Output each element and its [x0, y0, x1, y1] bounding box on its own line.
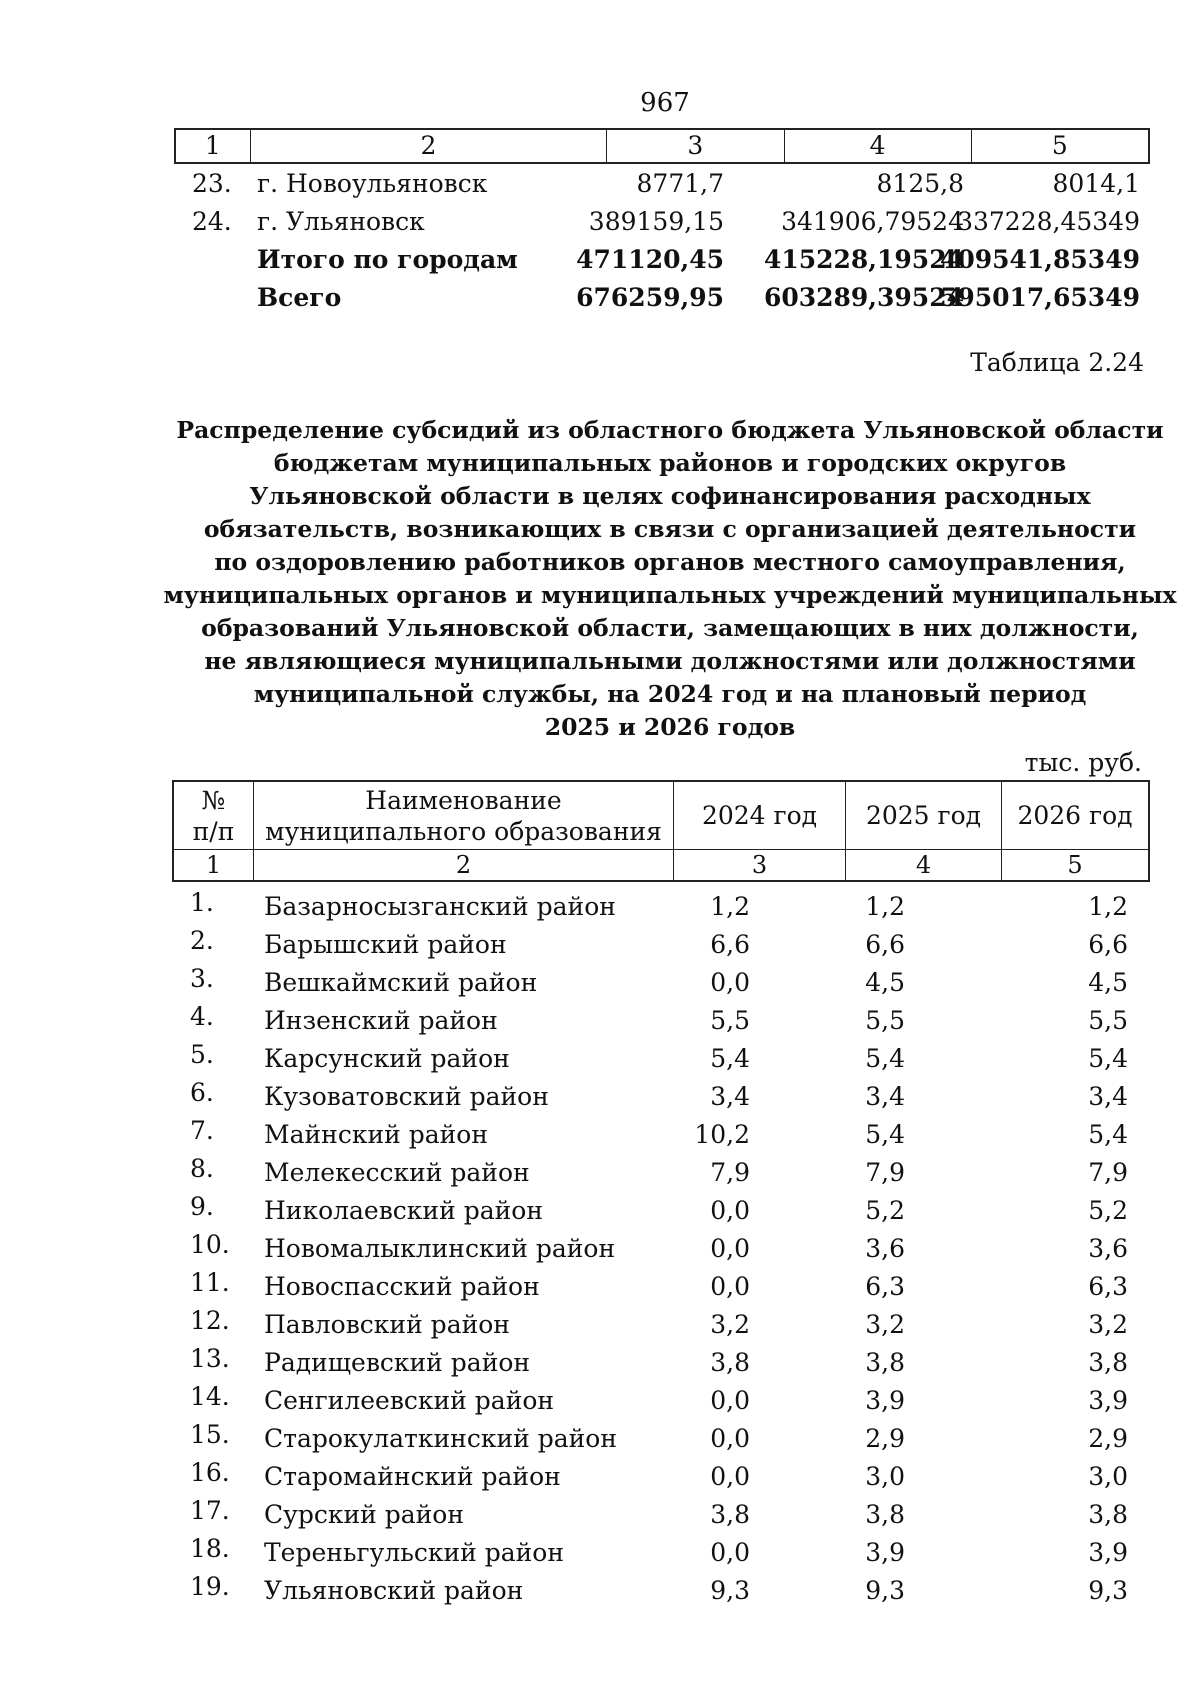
row-number: 17.: [190, 1496, 230, 1525]
table-row: [172, 1230, 1150, 1268]
value-2024: 0,0: [710, 968, 750, 997]
main-table-body: [172, 888, 1150, 1610]
value-col-3: 676259,95: [576, 283, 724, 312]
value-2026: 3,4: [1088, 1082, 1128, 1111]
table-row: [174, 166, 1150, 202]
table-row: [172, 1572, 1150, 1610]
table-row: [172, 1116, 1150, 1154]
row-number: 11.: [190, 1268, 230, 1297]
value-2026: 3,9: [1088, 1386, 1128, 1415]
value-2025: 5,4: [865, 1044, 905, 1073]
value-2024: 0,0: [710, 1462, 750, 1491]
value-2024: 3,2: [710, 1310, 750, 1339]
title-line: по оздоровлению работников органов местного самоуправления,: [214, 548, 1126, 576]
table-row: [172, 1496, 1150, 1534]
page-number: 967: [640, 88, 690, 118]
value-2026: 3,6: [1088, 1234, 1128, 1263]
title-line: муниципальной службы, на 2024 год и на плановый период: [253, 680, 1087, 708]
continuation-table-header: [174, 128, 1150, 164]
value-2024: 1,2: [710, 892, 750, 921]
table-row: [172, 1458, 1150, 1496]
row-number: 4.: [190, 1002, 214, 1031]
value-col-4: 415228,19524: [763, 245, 964, 274]
municipality-name: Инзенский район: [264, 1006, 498, 1035]
value-2024: 5,5: [710, 1006, 750, 1035]
value-2025: 3,2: [865, 1310, 905, 1339]
row-number: 14.: [190, 1382, 230, 1411]
table-row: [172, 964, 1150, 1002]
col-number-4: 4: [846, 850, 1002, 880]
title-line: образований Ульяновской области, замещающих в них должности,: [201, 614, 1139, 642]
value-col-5: 337228,45349: [957, 207, 1140, 236]
value-2024: 0,0: [710, 1386, 750, 1415]
col-number-5: 5: [1067, 851, 1083, 879]
col-number-2: 2: [254, 850, 674, 880]
table-row: [172, 1192, 1150, 1230]
value-2025: 3,9: [865, 1538, 905, 1567]
row-number: 15.: [190, 1420, 230, 1449]
value-2025: 3,8: [865, 1348, 905, 1377]
col-number-5: 5: [1051, 131, 1068, 160]
table-row: [172, 1078, 1150, 1116]
value-col-3: 8771,7: [636, 169, 724, 198]
value-2026: 3,0: [1088, 1462, 1128, 1491]
value-2025: 5,2: [865, 1196, 905, 1225]
value-2025: 6,6: [865, 930, 905, 959]
table-row: [172, 1420, 1150, 1458]
title-line: Распределение субсидий из областного бюджета Ульяновской области: [176, 416, 1164, 444]
value-col-5: 409541,85349: [939, 245, 1140, 274]
title-line: Ульяновской области в целях софинансирования расходных: [249, 482, 1091, 510]
value-col-5: 595017,65349: [939, 283, 1140, 312]
table-row: [172, 1306, 1150, 1344]
value-col-4: 603289,39524: [763, 283, 964, 312]
value-2026: 3,8: [1088, 1348, 1128, 1377]
main-table-header: [172, 780, 1150, 882]
table-row: [172, 1382, 1150, 1420]
col-number-2: 2: [251, 130, 608, 162]
row-number: 12.: [190, 1306, 230, 1335]
row-number: 9.: [190, 1192, 214, 1221]
value-2025: 3,0: [865, 1462, 905, 1491]
title-line: обязательств, возникающих в связи с организацией деятельности: [203, 515, 1137, 543]
municipality-name: Сенгилеевский район: [264, 1386, 555, 1415]
value-2026: 5,4: [1088, 1120, 1128, 1149]
table-row: [172, 1344, 1150, 1382]
row-number: 10.: [190, 1230, 230, 1259]
municipality-name: Тереньгульский район: [264, 1538, 565, 1567]
municipality-name: Барышский район: [264, 930, 507, 959]
municipality-name: Мелекесский район: [264, 1158, 530, 1187]
value-2024: 0,0: [710, 1538, 750, 1567]
value-2024: 7,9: [710, 1158, 750, 1187]
value-2025: 2,9: [865, 1424, 905, 1453]
row-number: 18.: [190, 1534, 230, 1563]
col-number-1: 1: [176, 130, 251, 162]
header-year-2024: 2024 год: [674, 782, 846, 849]
value-2026: 3,8: [1088, 1500, 1128, 1529]
value-2026: 1,2: [1088, 892, 1128, 921]
municipality-name: Новоспасский район: [264, 1272, 540, 1301]
header-year-2026: 2026 год: [1017, 801, 1133, 830]
table-row: [172, 1040, 1150, 1078]
row-number: 16.: [190, 1458, 230, 1487]
value-2025: 3,6: [865, 1234, 905, 1263]
value-2025: 3,4: [865, 1082, 905, 1111]
table-row: [172, 888, 1150, 926]
row-number: 13.: [190, 1344, 230, 1373]
value-2024: 3,8: [710, 1348, 750, 1377]
value-2026: 6,6: [1088, 930, 1128, 959]
municipality-name: Николаевский район: [264, 1196, 543, 1225]
header-year-2025: 2025 год: [846, 782, 1002, 849]
value-col-3: 471120,45: [576, 245, 724, 274]
row-number: 24.: [192, 207, 232, 236]
table-label: Таблица 2.24: [970, 348, 1144, 377]
table-title: [150, 414, 1190, 744]
title-line: муниципальных органов и муниципальных учреждений муниципальных: [163, 581, 1177, 609]
value-2026: 4,5: [1088, 968, 1128, 997]
value-2024: 3,8: [710, 1500, 750, 1529]
row-number: 3.: [190, 964, 214, 993]
municipality-name: г. Ульяновск: [257, 207, 425, 236]
row-number: 19.: [190, 1572, 230, 1601]
value-2026: 6,3: [1088, 1272, 1128, 1301]
value-2024: 10,2: [694, 1120, 750, 1149]
title-line: бюджетам муниципальных районов и городских округов: [273, 449, 1067, 477]
municipality-name: Ульяновский район: [264, 1576, 524, 1605]
table-row: [172, 1534, 1150, 1572]
col-number-4: 4: [785, 130, 972, 162]
col-number-1: 1: [174, 850, 254, 880]
title-line: не являющиеся муниципальными должностями или должностями: [204, 647, 1136, 675]
value-2026: 5,5: [1088, 1006, 1128, 1035]
value-2025: 3,9: [865, 1386, 905, 1415]
value-col-3: 389159,15: [588, 207, 724, 236]
municipality-name: Павловский район: [264, 1310, 510, 1339]
value-2026: 3,9: [1088, 1538, 1128, 1567]
value-2025: 7,9: [865, 1158, 905, 1187]
municipality-name: г. Новоульяновск: [257, 169, 488, 198]
col-number-3: 3: [607, 130, 784, 162]
value-2026: 5,4: [1088, 1044, 1128, 1073]
value-2026: 9,3: [1088, 1576, 1128, 1605]
row-number: 7.: [190, 1116, 214, 1145]
row-number: 5.: [190, 1040, 214, 1069]
table-row: [172, 1154, 1150, 1192]
table-row: [172, 1002, 1150, 1040]
subtotal-row: [174, 242, 1150, 278]
row-number: 23.: [192, 169, 232, 198]
header-num-symbol: №: [201, 785, 226, 815]
value-2026: 5,2: [1088, 1196, 1128, 1225]
row-number: 6.: [190, 1078, 214, 1107]
header-num-abbrev: п/п: [192, 816, 235, 846]
value-col-4: 8125,8: [876, 169, 964, 198]
value-2025: 5,4: [865, 1120, 905, 1149]
value-col-4: 341906,79524: [781, 207, 964, 236]
value-2026: 2,9: [1088, 1424, 1128, 1453]
value-2025: 1,2: [865, 892, 905, 921]
value-2024: 0,0: [710, 1196, 750, 1225]
header-row-number: [174, 782, 254, 849]
value-2024: 0,0: [710, 1234, 750, 1263]
total-row: [174, 280, 1150, 316]
value-2025: 3,8: [865, 1500, 905, 1529]
municipality-name: Старокулаткинский район: [264, 1424, 618, 1453]
col-number-3: 3: [674, 850, 846, 880]
municipality-name: Радищевский район: [264, 1348, 531, 1377]
municipality-name: Кузоватовский район: [264, 1082, 549, 1111]
value-col-5: 8014,1: [1052, 169, 1140, 198]
municipality-name: Базарносызганский район: [264, 892, 616, 921]
row-number: 8.: [190, 1154, 214, 1183]
value-2025: 6,3: [865, 1272, 905, 1301]
value-2025: 4,5: [865, 968, 905, 997]
municipality-name: Карсунский район: [264, 1044, 510, 1073]
value-2024: 0,0: [710, 1272, 750, 1301]
subtotal-label: Итого по городам: [257, 245, 518, 274]
units-label: тыс. руб.: [1024, 748, 1142, 777]
header-name-line1: Наименование: [365, 785, 562, 815]
municipality-name: Новомалыклинский район: [264, 1234, 616, 1263]
table-row: [172, 1268, 1150, 1306]
value-2026: 3,2: [1088, 1310, 1128, 1339]
value-2026: 7,9: [1088, 1158, 1128, 1187]
value-2024: 0,0: [710, 1424, 750, 1453]
municipality-name: Вешкаймский район: [264, 968, 538, 997]
total-label: Всего: [257, 283, 342, 312]
municipality-name: Майнский район: [264, 1120, 489, 1149]
value-2025: 5,5: [865, 1006, 905, 1035]
title-line: 2025 и 2026 годов: [544, 713, 796, 741]
table-row: [174, 204, 1150, 240]
value-2024: 3,4: [710, 1082, 750, 1111]
header-name-line2: муниципального образования: [265, 816, 662, 846]
row-number: 1.: [190, 888, 214, 917]
header-municipality: [254, 782, 674, 849]
value-2025: 9,3: [865, 1576, 905, 1605]
municipality-name: Старомайнский район: [264, 1462, 561, 1491]
value-2024: 6,6: [710, 930, 750, 959]
value-2024: 9,3: [710, 1576, 750, 1605]
table-row: [172, 926, 1150, 964]
value-2024: 5,4: [710, 1044, 750, 1073]
municipality-name: Сурский район: [264, 1500, 465, 1529]
row-number: 2.: [190, 926, 214, 955]
